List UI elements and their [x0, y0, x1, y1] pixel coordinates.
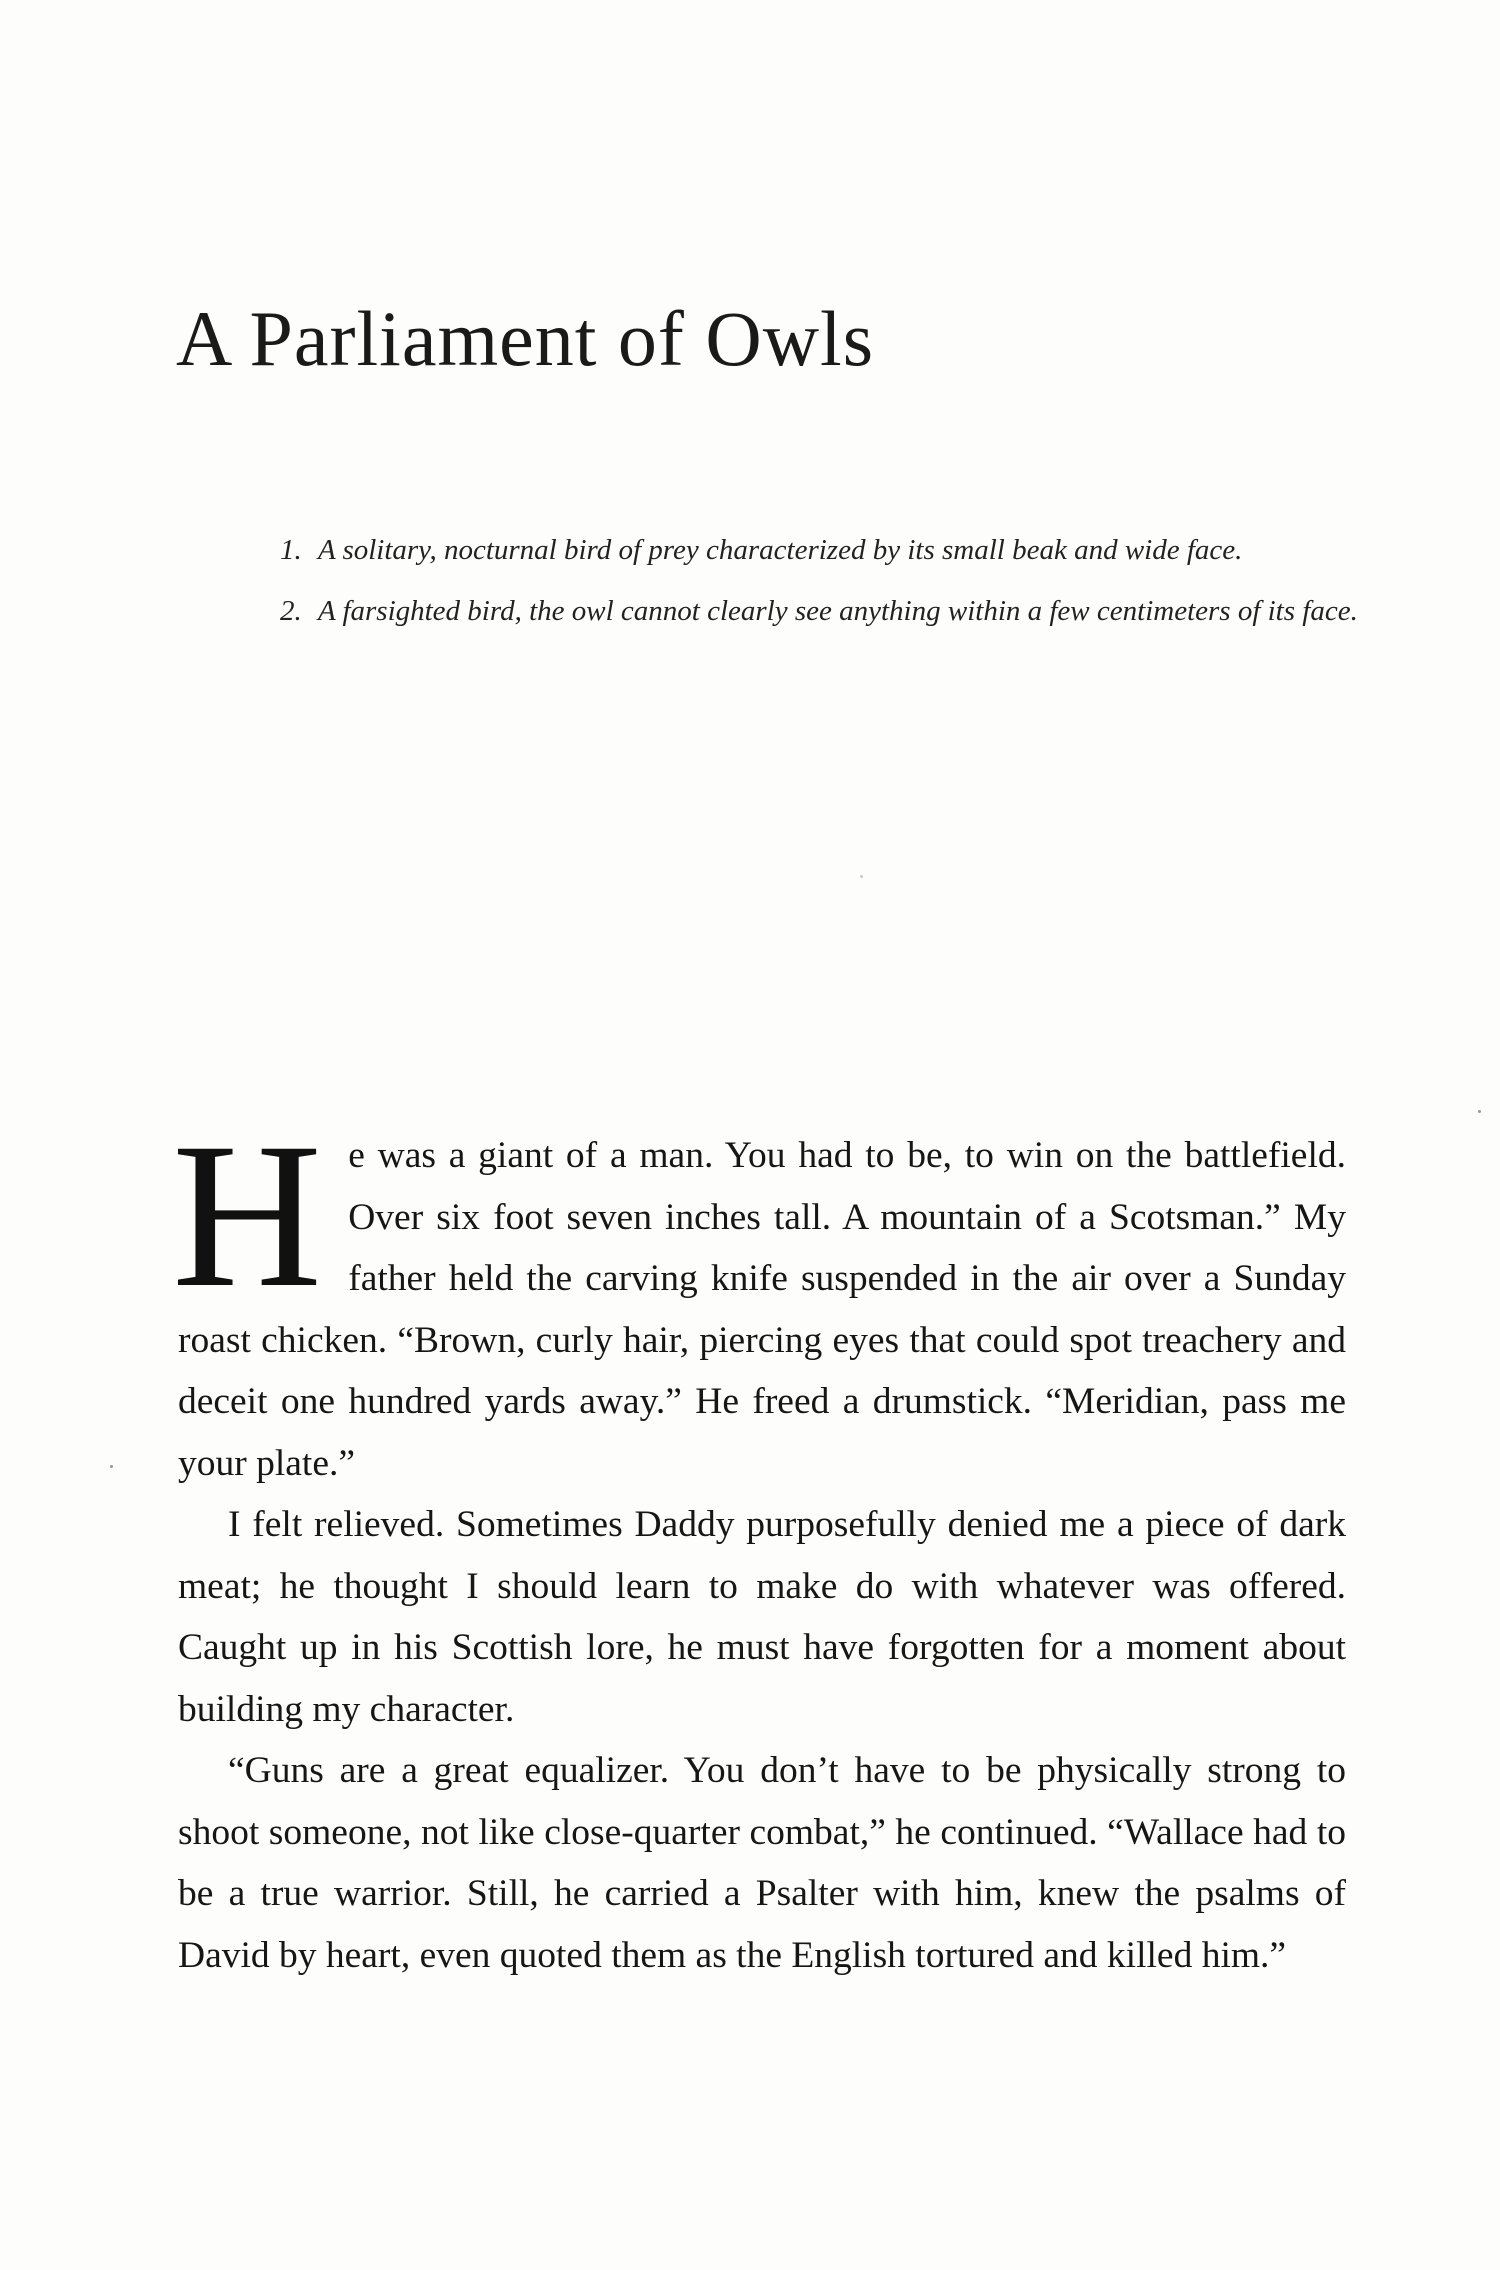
- definition-list: [280, 520, 1360, 642]
- definition-text: A farsighted bird, the owl cannot clearly see anything within a few centimeters of its face.: [318, 595, 1358, 627]
- body-paragraph: I felt relieved. Sometimes Daddy purposefully denied me a piece of dark meat; he thought I should learn to make do with whatever was offered. Caught up in his Scottish lore, he must have forgotten for a moment about building my character.: [178, 1504, 1346, 1730]
- chapter-title: A Parliament of Owls: [176, 295, 875, 382]
- body-paragraph: [172, 1100, 1346, 1494]
- chapter-body: [172, 1100, 1346, 1986]
- definition-text: A solitary, nocturnal bird of prey characterized by its small beak and wide face.: [318, 534, 1243, 566]
- drop-cap: H: [172, 1100, 323, 1330]
- paper-speck: [1478, 1110, 1481, 1113]
- paper-speck: [860, 875, 863, 878]
- body-paragraph: “Guns are a great equalizer. You don’t have to be physically strong to shoot someone, not like close-quarter combat,” he continued. “Wallace had to be a true warrior. Still, he carried a Psalter with him, knew the psalms of David by heart, even quoted them as the English tortured and killed him.”: [178, 1750, 1346, 1976]
- definition-number: 1.: [280, 534, 302, 566]
- paragraph-text: e was a giant of a man. You had to be, to win on the battlefield. Over six foot seven inches tall. A mountain of a Scotsman.” My father held the carving knife suspended in the air over a Sunday roast chicken. “Brown, curly hair, piercing eyes that could spot treachery and deceit one hundred yards away.” He freed a drumstick. “Meridian, pass me your plate.”: [178, 1135, 1346, 1484]
- definition-number: 2.: [280, 595, 302, 627]
- definition-item: [280, 520, 1360, 581]
- definition-item: [280, 581, 1360, 642]
- paper-speck: [110, 1465, 113, 1468]
